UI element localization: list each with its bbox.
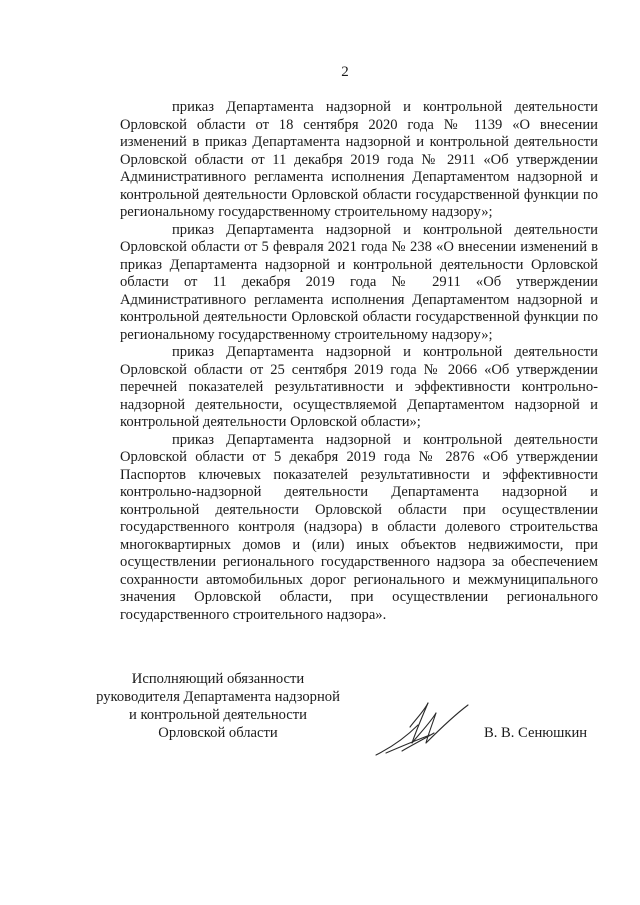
signer-name: В. В. Сенюшкин xyxy=(484,725,588,741)
signatory-title-line: руководителя Департамента надзорной xyxy=(96,689,340,705)
document-body xyxy=(120,99,598,624)
page-number: 2 xyxy=(341,64,349,80)
signatory-title-line: Орловской области xyxy=(158,725,278,741)
signatory-title-line: Исполняющий обязанности xyxy=(131,671,305,687)
handwritten-signature xyxy=(372,697,472,761)
paragraph-order-2876: приказ Департамента надзорной и контрольной деятельности Орловской области от 5 декабря 2019 года № 2876 «Об утверждении Паспортов ключевых показателей результативности и эффективности контрольно-надзорной деятельности Департамента надзорной и контрольной деятельности Орловской области при осуществлении государственного контроля (надзора) в области долевого строительства многоквартирных домов и (или) иных объектов недвижимости, при осуществлении регионального государственного надзора за обеспечением сохранности автомобильных дорог регионального и межмуниципального значения Орловской области, при осуществлении регионального государственного строительного надзора». xyxy=(120,431,598,623)
paragraph-order-2066: приказ Департамента надзорной и контрольной деятельности Орловской области от 25 сентября 2019 года № 2066 «Об утверждении перечней показателей результативности и эффективности контрольно-надзорной деятельности, осуществляемой Департаментом надзорной и контрольной деятельности Орловской области»; xyxy=(120,344,598,430)
paragraph-order-238: приказ Департамента надзорной и контрольной деятельности Орловской области от 5 февраля 2021 года № 238 «О внесении изменений в приказ Департамента надзорной и контрольной деятельности Орловской области от 11 декабря 2019 года № 2911 «Об утверждении Административного регламента исполнения Департаментом надзорной и контрольной деятельности Орловской области государственной функции по региональному государственному строительному надзору»; xyxy=(120,221,598,343)
paragraph-order-1139: приказ Департамента надзорной и контрольной деятельности Орловской области от 18 сентября 2020 года № 1139 «О внесении изменений в приказ Департамента надзорной и контрольной деятельности Орловской области от 11 декабря 2019 года № 2911 «Об утверждении Административного регламента исполнения Департаментом надзорной и контрольной деятельности Орловской области государственной функции по региональному государственному строительному надзору»; xyxy=(120,99,598,220)
signatory-title-line: и контрольной деятельности xyxy=(129,707,307,723)
signatory-title xyxy=(84,670,352,742)
